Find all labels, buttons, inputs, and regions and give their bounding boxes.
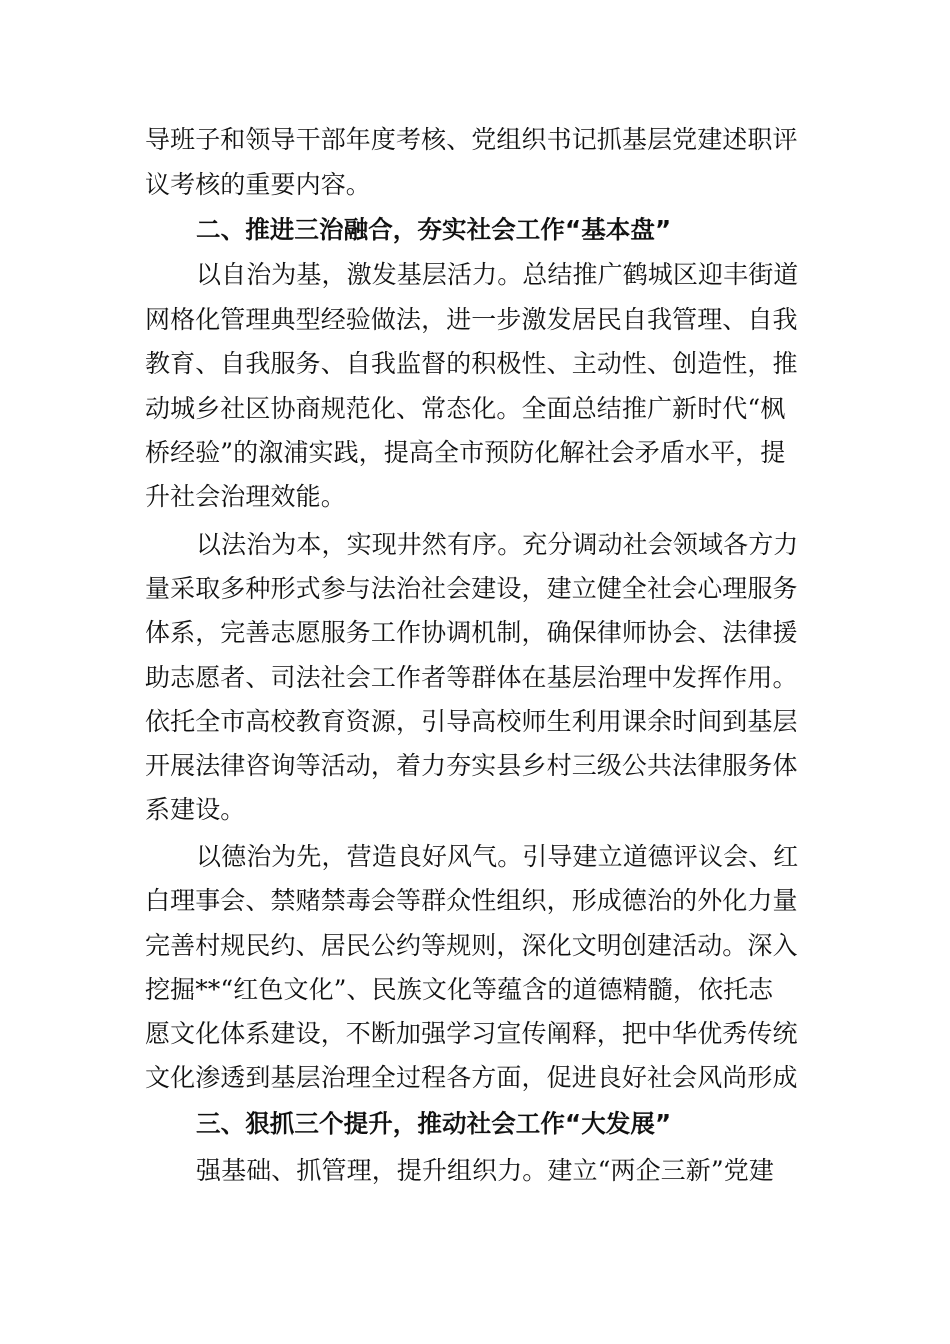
- paragraph-first-line: 以自治为基，激发基层活力。总结推广鹤城区迎丰街道: [196, 260, 799, 289]
- text-line: 教育、自我服务、自我监督的积极性、主动性、创造性，推: [145, 349, 798, 378]
- text-line: 桥经验”的溆浦实践，提高全市预防化解社会矛盾水平，提: [145, 438, 786, 467]
- text-line: 开展法律咨询等活动，着力夯实县乡村三级公共法律服务体: [145, 751, 798, 780]
- text-line: 导班子和领导干部年度考核、党组织书记抓基层党建述职评: [145, 125, 798, 154]
- text-line: 白理事会、禁赌禁毒会等群众性组织，形成德治的外化力量: [145, 886, 798, 915]
- text-line: 助志愿者、司法社会工作者等群体在基层治理中发挥作用。: [145, 663, 798, 692]
- text-line: 完善村规民约、居民公约等规则，深化文明创建活动。深入: [145, 931, 798, 960]
- section-heading: 三、狠抓三个提升，推动社会工作“大发展”: [196, 1109, 672, 1138]
- text-line: 文化渗透到基层治理全过程各方面，促进良好社会风尚形成: [145, 1063, 798, 1092]
- text-line: 议考核的重要内容。: [145, 170, 371, 199]
- paragraph-first-line: 强基础、抓管理，提升组织力。建立“两企三新”党建: [196, 1156, 774, 1185]
- text-line: 网格化管理典型经验做法，进一步激发居民自我管理、自我: [145, 305, 798, 334]
- paragraph-first-line: 以德治为先，营造良好风气。引导建立道德评议会、红: [196, 842, 799, 871]
- paragraph-first-line: 以法治为本，实现井然有序。充分调动社会领域各方力: [196, 530, 799, 559]
- section-heading: 二、推进三治融合，夯实社会工作“基本盘”: [196, 215, 672, 244]
- text-line: 依托全市高校教育资源，引导高校师生利用课余时间到基层: [145, 707, 798, 736]
- text-line: 系建设。: [145, 795, 246, 824]
- text-line: 愿文化体系建设，不断加强学习宣传阐释，把中华优秀传统: [145, 1019, 798, 1048]
- text-line: 挖掘**“红色文化”、民族文化等蕴含的道德精髓，依托志: [145, 975, 774, 1004]
- text-line: 量采取多种形式参与法治社会建设，建立健全社会心理服务: [145, 574, 798, 603]
- text-line: 升社会治理效能。: [145, 482, 346, 511]
- text-line: 动城乡社区协商规范化、常态化。全面总结推广新时代“枫: [145, 394, 786, 423]
- text-line: 体系，完善志愿服务工作协调机制，确保律师协会、法律援: [145, 618, 798, 647]
